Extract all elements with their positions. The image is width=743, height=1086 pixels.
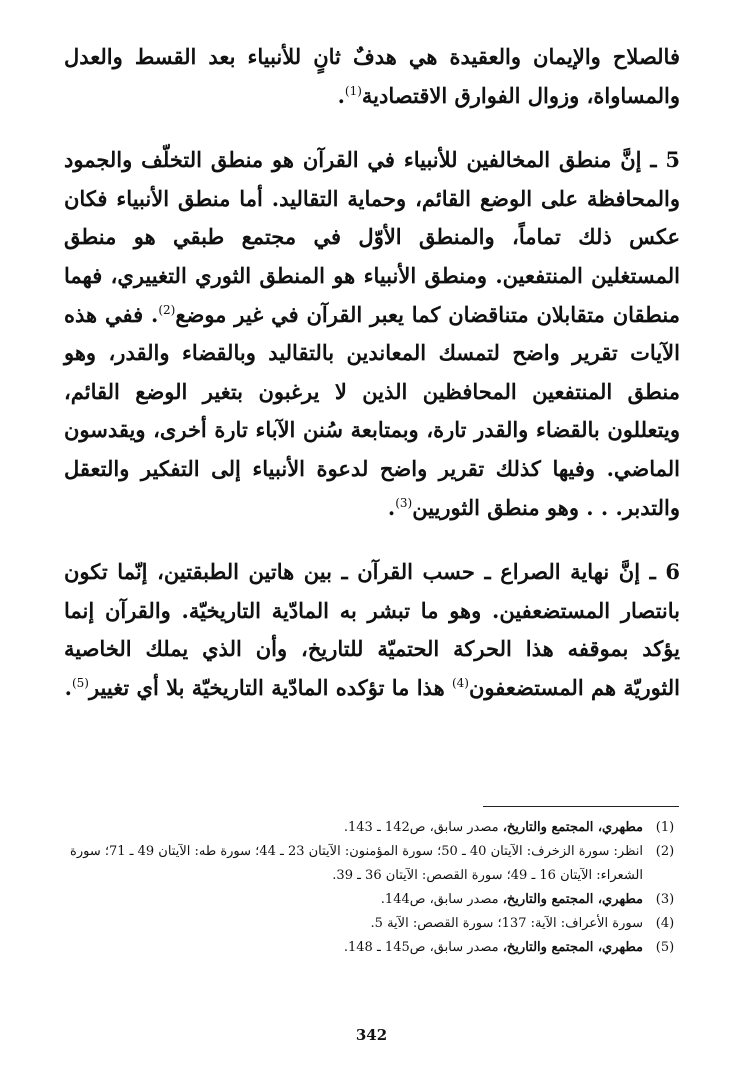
footnote-number: (1) — [655, 820, 675, 835]
footnote-ref-5[interactable]: (5) — [71, 675, 89, 690]
footnote-5 — [59, 936, 679, 960]
paragraph-1-text: فالصلاح والإيمان والعقيدة هي هدفٌ ثانٍ للأنبياء بعد القسط والعدل والمساواة، وزوال الفوارق الاقتصادية — [64, 44, 680, 108]
footnote-ref-3[interactable]: (3) — [395, 495, 413, 510]
footnote-ref-4[interactable]: (4) — [451, 675, 469, 690]
footnote-number: (3) — [655, 892, 675, 907]
footnote-source: مطهري، المجتمع والتاريخ، — [502, 940, 643, 955]
main-text — [64, 38, 680, 708]
paragraph-1-tail: . — [337, 82, 345, 108]
footnote-source: مطهري، المجتمع والتاريخ، — [502, 892, 643, 907]
paragraph-2-tail: . ففي هذه الآيات تقرير واضح لتمسك المعاندين بالتقاليد وبالقضاء والقدر، وهو منطق المنتفعين المحافظين الذين لا يرغبون بتغير الوضع القائم، ويتعللون بالقضاء والقدر تارة، وبمتابعة سُنن الآباء تارة أخرى، ويقدسون الماضي. وفيها كذلك تقرير واضح لدعوة الأنبياء إلى التفكير والتعقل والتدبر. . . وهو منطق الثوريين — [64, 301, 680, 520]
footnote-number: (4) — [655, 916, 675, 931]
footnote-source: مطهري، المجتمع والتاريخ، — [502, 820, 643, 835]
paragraph-2 — [64, 141, 680, 527]
footnote-text: مصدر سابق، ص145 ـ 148. — [343, 940, 503, 955]
paragraph-3-text: 6 ـ إنَّ نهاية الصراع ـ حسب القرآن ـ بين هاتين الطبقتين، إنّما تكون بانتصار المستضعفين. وهو ما تبشر به المادّية التاريخيّة. والقرآن إنما يؤكد بموقفه هذا الحركة الحتميّة للتاريخ، وأن الذي يملك الخاصية الثوريّة هم المستضعفون — [64, 559, 680, 700]
footnote-text: مصدر سابق، ص144. — [380, 892, 503, 907]
paragraph-2-end: . — [387, 494, 396, 520]
footnote-ref-2[interactable]: (2) — [158, 302, 176, 317]
paragraph-2-text: 5 ـ إنَّ منطق المخالفين للأنبياء في القرآن هو منطق التخلّف والجمود والمحافظة على الوضع القائم، وحماية التقاليد. أما منطق الأنبياء فكان عكس ذلك تماماً، والمنطق الأوّل في مجتمع طبقي هو منطق المستغلين المنتفعين. ومنطق الأنبياء هو المنطق الثوري التغييري، فهما منطقان متقابلان متناقضان كما يعبر القرآن في غير موضع — [64, 147, 680, 327]
footnote-text: انظر: سورة الزخرف: الآيتان 40 ـ 50؛ سورة المؤمنون: الآيتان 23 ـ 44؛ سورة طه: الآيتان 49 ـ 71؛ سورة الشعراء: الآيتان 16 ـ 49؛ سورة القصص: الآيتان 36 ـ 39. — [70, 844, 643, 883]
footnote-number: (5) — [655, 940, 675, 955]
footnote-number: (2) — [655, 844, 675, 859]
footnote-2 — [59, 840, 679, 888]
paragraph-3 — [64, 553, 680, 707]
footnote-text: سورة الأعراف: الآية: 137؛ سورة القصص: الآية 5. — [370, 916, 643, 931]
footnote-3 — [59, 888, 679, 912]
footnotes-list — [59, 816, 679, 960]
footnote-ref-1[interactable]: (1) — [344, 83, 362, 98]
paragraph-1 — [64, 38, 680, 115]
paragraph-3-tail: هذا ما تؤكده المادّية التاريخيّة بلا أي تغيير — [88, 674, 452, 700]
footnote-text: مصدر سابق، ص142 ـ 143. — [343, 820, 503, 835]
footnote-1 — [59, 816, 679, 840]
footnote-divider — [483, 806, 679, 807]
footnote-4 — [59, 912, 679, 936]
paragraph-3-end: . — [64, 674, 72, 700]
page-number: 342 — [355, 1026, 388, 1044]
